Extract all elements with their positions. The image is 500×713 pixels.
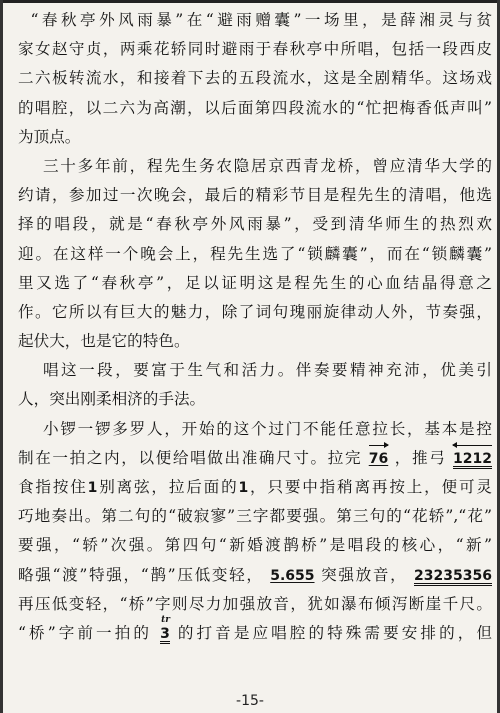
bow-arrow-right-icon bbox=[369, 445, 388, 446]
text-line: 起伏大，也是它的特色。 bbox=[18, 332, 190, 351]
text-line-with-notation bbox=[18, 444, 492, 473]
text-segment: 制在一拍之内，以便给唱做出准确尺寸。拉完 bbox=[18, 448, 363, 467]
notation-1212: 1212 bbox=[453, 452, 492, 469]
text-line: 家女赵守贞，两乘花轿同时避雨于春秋亭中所唱，包括一段西皮 bbox=[18, 40, 492, 59]
text-line: 再压低变轻，“桥”字则尽力加强放音，犹如瀑布倾泻断崖千尺。 bbox=[18, 594, 492, 613]
text-line: 要强，“轿”次强。第四句“新婚渡鹊桥”是唱段的核心，“新” bbox=[18, 536, 492, 555]
text-line: 约请，参加过一次晚会，最后的精彩节目是程先生的清唱，他选 bbox=[18, 186, 492, 205]
text-line: 作。它所以有巨大的魅力，除了词句瑰丽旋律动人外，节奏强， bbox=[18, 302, 492, 321]
text-line: 为顶点。 bbox=[18, 127, 81, 146]
text-line: 唱这一段，要富于生气和活力。伴奏要精神充沛，优美引 bbox=[42, 361, 492, 380]
notation-3-trill: tr 3 bbox=[160, 614, 170, 642]
trill-mark: tr bbox=[161, 614, 170, 625]
text-line: 里又选了“春秋亭”，足以证明这是程先生的心血结晶得意之 bbox=[18, 273, 492, 292]
text-line: 迎。在这样一个晚会上，程先生选了“锁麟囊”，而在“锁麟囊” bbox=[18, 244, 492, 263]
text-line: 巧地奏出。第二句的“破寂寥”三字都要强。第三句的“花轿”,“花” bbox=[18, 507, 492, 526]
notation-1: 1 bbox=[238, 480, 249, 496]
text-segment: ，推弓 bbox=[394, 448, 447, 467]
text-line: 三十多年前，程先生务农隐居京西青龙桥，曾应清华大学的 bbox=[42, 156, 492, 175]
body-text bbox=[18, 6, 492, 648]
text-line-with-notation: 食指按住1别离弦，拉后面的1，只要中指稍离再按上，便可灵 bbox=[18, 478, 492, 496]
page-number: -15- bbox=[236, 693, 264, 709]
text-line-with-notation: “桥”字前一拍的 tr 3 的打音是应唱腔的特殊需要安排的，但 bbox=[18, 614, 492, 642]
text-line: 二六板转流水，和接着下去的五段流水，这是全剧精华。这场戏 bbox=[18, 69, 492, 88]
text-line: 人，突出刚柔相济的手法。 bbox=[18, 390, 206, 409]
notation-76: 76 bbox=[369, 452, 388, 466]
notation-5655: 5.655 bbox=[270, 567, 315, 584]
text-line: “春秋亭外风雨暴”在“避雨赠囊”一场里，是薛湘灵与贫 bbox=[30, 11, 492, 29]
text-line: 择的唱段，就是“春秋亭外风雨暴”，受到清华师生的热烈欢 bbox=[18, 215, 492, 234]
text-line: 小锣一锣多罗人，开始的这个过门不能任意拉长，基本是控 bbox=[42, 419, 492, 438]
scan-border-left bbox=[0, 0, 3, 713]
text-line-with-notation: 略强“渡”特强，“鹊”压低变轻， 5.655 突强放音， 23235356 bbox=[18, 565, 492, 584]
text-line: 的唱腔，以二六为高潮，以后面第四段流水的“忙把梅香低声叫” bbox=[18, 98, 492, 117]
notation-23235356: 23235356 bbox=[414, 567, 492, 584]
bow-arrow-left-icon bbox=[453, 445, 492, 446]
notation-1: 1 bbox=[87, 480, 98, 496]
scan-border-top bbox=[0, 0, 500, 3]
